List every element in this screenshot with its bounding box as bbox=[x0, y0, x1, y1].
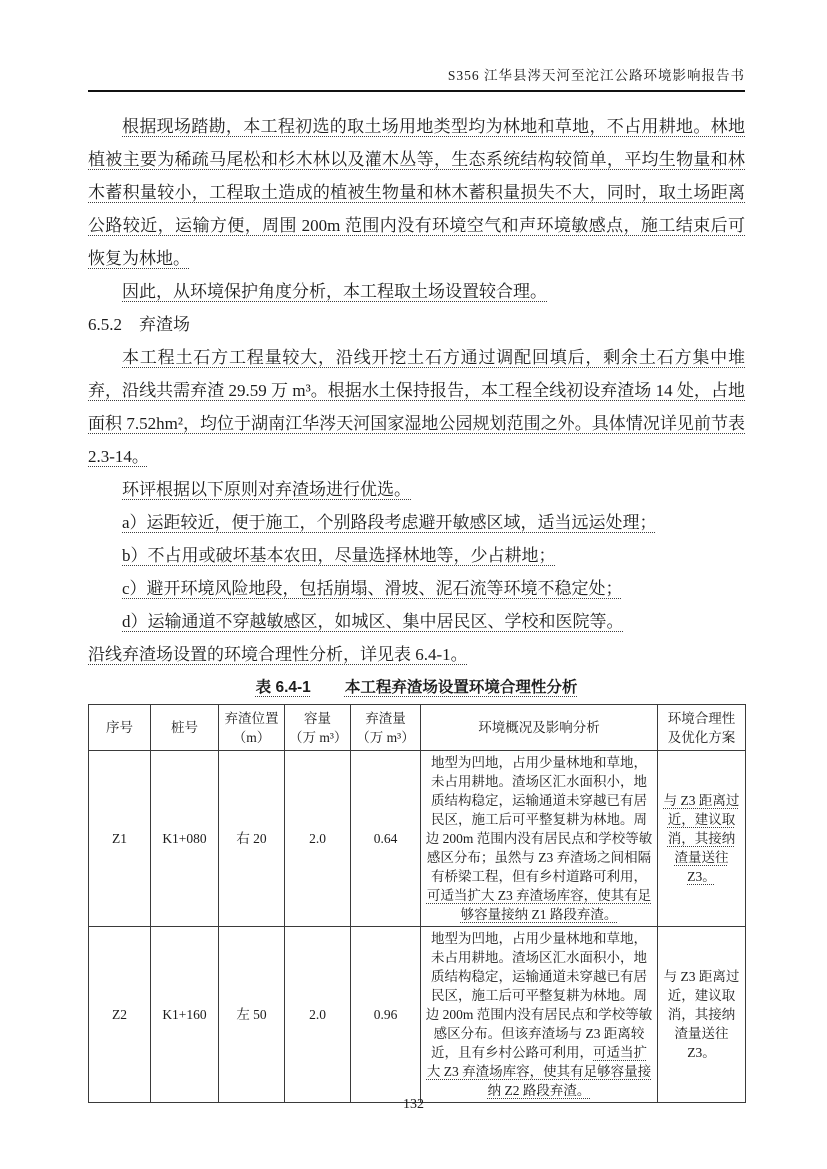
table-caption-title: 本工程弃渣场设置环境合理性分析 bbox=[344, 679, 578, 696]
col-header-capacity: 容量 （万 m³） bbox=[285, 705, 351, 751]
paragraph-table-reference: 沿线弃渣场设置的环境合理性分析，详见表 6.4-1。 bbox=[88, 645, 468, 664]
page-number: 132 bbox=[403, 1097, 424, 1112]
list-item-c: c）避开环境风险地段，包括崩塌、滑坡、泥石流等环境不稳定处； bbox=[122, 579, 623, 598]
col-header-plan: 环境合理性及优化方案 bbox=[658, 705, 746, 751]
cell-stake: K1+080 bbox=[151, 751, 219, 927]
table-caption bbox=[88, 675, 745, 701]
cell-capacity: 2.0 bbox=[285, 927, 351, 1103]
col-header-position: 弃渣位置（m） bbox=[219, 705, 285, 751]
cell-serial: Z1 bbox=[89, 751, 151, 927]
cell-plan: 与 Z3 距离过近，建议取消，其接纳渣量送往 Z3。 bbox=[658, 927, 746, 1103]
cell-position: 左 50 bbox=[219, 927, 285, 1103]
paragraph-site-survey: 根据现场踏勘，本工程初选的取土场用地类型均为林地和草地，不占用耕地。林地植被主要为稀疏马尾松和杉木林以及灌木丛等，生态系统结构较简单，平均生物量和林木蓄积量较小，工程取土造成的植被生物量和林木蓄积量损失不大，同时，取土场距离公路较近，运输方便，周围 200m 范围内没有环境空气和声环境敏感点，施工结束后可恢复为林地。 bbox=[88, 117, 745, 268]
table-row-z2 bbox=[89, 927, 746, 1103]
spoil-site-analysis-table bbox=[88, 704, 746, 1103]
running-head: S356 江华县涔天河至沱江公路环境影响报告书 bbox=[447, 68, 745, 83]
cell-analysis: 地型为凹地，占用少量林地和草地，未占用耕地。渣场区汇水面积小，地质结构稳定，运输通道未穿越已有居民区，施工后可平整复耕为林地。周边 200m 范围内没有居民点和学校等敏感区分布。但该弃渣场与 Z3 距离较近，且有乡村公路可利用，可适当扩大 Z3 弃渣场库容，使其有足够容量接纳 Z2 路段弃渣。 bbox=[421, 927, 658, 1103]
table-header-row bbox=[89, 705, 746, 751]
col-header-analysis: 环境概况及影响分析 bbox=[421, 705, 658, 751]
paragraph-conclusion-borrow-pit: 因此，从环境保护角度分析，本工程取土场设置较合理。 bbox=[122, 282, 547, 301]
cell-position: 右 20 bbox=[219, 751, 285, 927]
cell-capacity: 2.0 bbox=[285, 751, 351, 927]
page-content bbox=[88, 92, 745, 1103]
cell-analysis: 地型为凹地，占用少量林地和草地，未占用耕地。渣场区汇水面积小，地质结构稳定，运输通道未穿越已有居民区，施工后可平整复耕为林地。周边 200m 范围内没有居民点和学校等敏感区分布；虽然与 Z3 弃渣场之间相隔有桥梁工程，但有乡村道路可利用，可适当扩大 Z3 弃渣场库容，使其有足够容量接纳 Z1 路段弃渣。 bbox=[421, 751, 658, 927]
col-header-stake: 桩号 bbox=[151, 705, 219, 751]
cell-serial: Z2 bbox=[89, 927, 151, 1103]
page-header bbox=[88, 0, 745, 92]
table-caption-label: 表 6.4-1 bbox=[255, 679, 311, 696]
col-header-serial: 序号 bbox=[89, 705, 151, 751]
paragraph-spoil-overview: 本工程土石方工程量较大，沿线开挖土石方通过调配回填后，剩余土石方集中堆弃，沿线共需弃渣 29.59 万 m³。根据水土保持报告，本工程全线初设弃渣场 14 处，占地面积 7.52hm²，均位于湖南江华涔天河国家湿地公园规划范围之外。具体情况详见前节表 2.3-14。 bbox=[88, 348, 745, 466]
paragraph-selection-principles: 环评根据以下原则对弃渣场进行优选。 bbox=[122, 480, 411, 499]
list-item-b: b）不占用或破坏基本农田，尽量选择林地等，少占耕地； bbox=[122, 546, 556, 565]
section-heading-6-5-2: 6.5.2 弃渣场 bbox=[88, 315, 190, 334]
cell-volume: 0.96 bbox=[351, 927, 421, 1103]
col-header-volume: 弃渣量 （万 m³） bbox=[351, 705, 421, 751]
cell-volume: 0.64 bbox=[351, 751, 421, 927]
list-item-a: a）运距较近，便于施工，个别路段考虑避开敏感区域，适当远运处理； bbox=[122, 513, 657, 532]
table-row-z1 bbox=[89, 751, 746, 927]
cell-plan: 与 Z3 距离过近，建议取消，其接纳渣量送往 Z3。 bbox=[658, 751, 746, 927]
list-item-d: d）运输通道不穿越敏感区，如城区、集中居民区、学校和医院等。 bbox=[122, 612, 624, 631]
cell-stake: K1+160 bbox=[151, 927, 219, 1103]
